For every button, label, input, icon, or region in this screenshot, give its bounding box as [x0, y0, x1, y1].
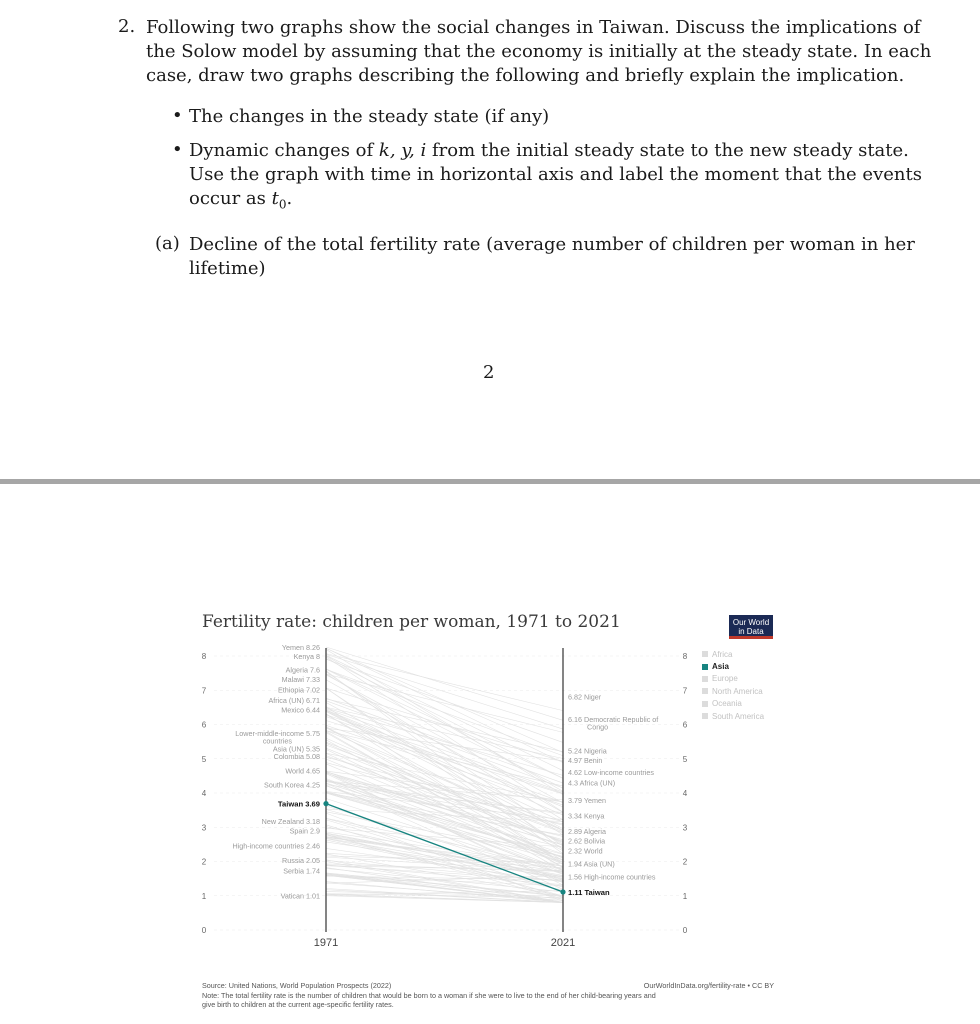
subquestion-label: (a)	[155, 233, 180, 254]
start-label-kenya: Kenya 8	[293, 652, 320, 661]
fertility-chart	[0, 484, 980, 1024]
y-tick-left-6: 6	[201, 720, 207, 730]
background-series-line	[326, 701, 563, 788]
y-tick-left-8: 8	[201, 652, 207, 661]
y-tick-left-5: 5	[201, 754, 207, 764]
bullet-dynamic-line-2: Use the graph with time in horizontal axis and label the moment that the events	[189, 164, 922, 185]
legend-item-europe[interactable]	[702, 673, 764, 685]
owid-logo: Our World in Data	[729, 615, 773, 639]
y-tick-right-6: 6	[682, 720, 688, 730]
start-label-new-zealand: New Zealand 3.18	[261, 817, 320, 827]
y-tick-left-2: 2	[201, 857, 207, 867]
start-label-mexico: Mexico 6.44	[281, 705, 320, 715]
legend-swatch	[702, 676, 708, 682]
start-label-asia-un-: Asia (UN) 5.35	[272, 744, 320, 754]
subquestion-a-line-1: Decline of the total fertility rate (average number of children per woman in her	[189, 234, 915, 255]
start-label-algeria: Algeria 7.6	[285, 665, 320, 675]
background-series-line	[326, 688, 563, 846]
end-label-algeria: 2.89 Algeria	[568, 827, 606, 837]
bullet-marker: •	[172, 139, 183, 160]
legend-label: South America	[712, 711, 765, 721]
bullet-steady-state: The changes in the steady state (if any)	[189, 106, 550, 127]
start-label-vatican: Vatican 1.01	[280, 891, 320, 901]
legend-swatch	[702, 701, 708, 707]
math-variables: k, y, i	[378, 140, 427, 161]
legend-item-africa[interactable]	[702, 648, 764, 660]
y-tick-right-5: 5	[682, 754, 688, 764]
start-label-spain: Spain 2.9	[289, 826, 320, 836]
start-label-world: World 4.65	[285, 766, 320, 776]
background-series-line	[326, 792, 563, 854]
y-tick-right-1: 1	[682, 891, 688, 901]
start-label-africa-un-: Africa (UN) 6.71	[268, 696, 320, 706]
source-text: Source: United Nations, World Population Prospects (2022)	[202, 981, 392, 990]
legend-swatch	[702, 664, 708, 670]
chart-footer	[202, 981, 774, 1010]
bullet-dynamic-line-1: Dynamic changes of k, y, i from the initial steady state to the new steady state.	[189, 140, 909, 161]
start-label-lower-middle-income-countries: Lower-middle-income 5.75	[235, 729, 320, 739]
legend-item-south-america[interactable]	[702, 710, 764, 722]
legend-item-oceania[interactable]	[702, 698, 764, 710]
start-label-taiwan: Taiwan 3.69	[277, 799, 320, 809]
chart-legend	[702, 648, 764, 722]
legend-swatch	[702, 651, 708, 657]
background-series-line	[326, 648, 563, 752]
credit-link[interactable]: OurWorldInData.org/fertility-rate • CC BY	[643, 981, 774, 990]
end-label-high-income-countries: 1.56 High-income countries	[568, 872, 656, 882]
legend-label: Oceania	[712, 699, 742, 709]
background-series-line	[326, 654, 563, 729]
legend-label: North America	[712, 686, 763, 696]
subquestion-a-line-2: lifetime)	[189, 258, 266, 279]
chart-title: Fertility rate: children per woman, 1971 to 2021	[202, 612, 621, 632]
y-tick-right-8: 8	[682, 652, 688, 661]
end-label-democratic-republic-of-congo: 6.16 Democratic Republic of	[568, 715, 659, 725]
background-series-line	[326, 721, 563, 794]
y-tick-left-7: 7	[201, 686, 207, 696]
y-tick-right-0: 0	[682, 926, 688, 935]
math-variable-t: t	[271, 188, 279, 209]
page-number: 2	[483, 362, 495, 383]
chart-canvas	[0, 484, 980, 1024]
background-series-line	[326, 647, 563, 720]
y-tick-right-2: 2	[682, 857, 688, 867]
background-series-line	[326, 699, 563, 752]
legend-label: Asia	[712, 662, 729, 672]
start-label-south-korea: South Korea 4.25	[264, 780, 320, 790]
start-label-high-income-countries: High-income countries 2.46	[232, 841, 320, 851]
x-label-1971: 1971	[313, 937, 339, 949]
note-line-1: Note: The total fertility rate is the number of children that would be born to a woman if she were to live to the end of her child-bearing years and	[202, 990, 656, 1000]
y-tick-left-0: 0	[201, 926, 207, 935]
end-label-africa-un-: 4.3 Africa (UN)	[568, 778, 616, 788]
question-intro-line-2: the Solow model by assuming that the economy is initially at the steady state. In each	[146, 41, 932, 62]
background-series-line	[326, 649, 563, 794]
y-tick-right-3: 3	[682, 823, 688, 833]
start-label-serbia: Serbia 1.74	[283, 866, 320, 876]
legend-item-north-america[interactable]	[702, 685, 764, 697]
bullet-dynamic-line-3: occur as $t_0$.	[189, 188, 293, 212]
y-tick-left-4: 4	[201, 789, 207, 798]
end-label-niger: 6.82 Niger	[568, 692, 602, 702]
y-tick-left-1: 1	[201, 891, 207, 901]
legend-swatch	[702, 688, 708, 694]
exam-question-section	[0, 0, 980, 480]
end-label-bolivia: 2.62 Bolivia	[568, 836, 606, 846]
question-intro-line-3: case, draw two graphs describing the following and briefly explain the implication.	[146, 65, 905, 86]
y-tick-left-3: 3	[201, 823, 207, 833]
end-label-yemen: 3.79 Yemen	[568, 796, 606, 806]
legend-label: Africa	[712, 649, 733, 659]
start-label-continuation: countries	[262, 736, 292, 746]
end-label-taiwan: 1.11 Taiwan	[568, 887, 610, 897]
end-label-continuation: Congo	[587, 722, 609, 732]
start-label-malawi: Malawi 7.33	[281, 674, 320, 684]
x-label-2021: 2021	[550, 937, 576, 949]
y-tick-right-4: 4	[682, 789, 688, 798]
end-label-world: 2.32 World	[568, 846, 603, 856]
background-series-line	[326, 786, 563, 857]
end-label-asia-un-: 1.94 Asia (UN)	[568, 859, 615, 869]
question-number: 2.	[118, 16, 136, 37]
end-label-benin: 4.97 Benin	[568, 755, 603, 765]
background-series-line	[326, 698, 563, 783]
end-label-low-income-countries: 4.62 Low-income countries	[568, 767, 654, 777]
start-label-russia: Russia 2.05	[282, 855, 320, 865]
legend-swatch	[702, 713, 708, 719]
point-taiwan-1971	[323, 801, 328, 806]
point-taiwan-2021	[560, 889, 565, 894]
end-label-nigeria: 5.24 Nigeria	[568, 746, 607, 756]
start-label-yemen: Yemen 8.26	[281, 643, 320, 653]
question-intro-line-1: Following two graphs show the social changes in Taiwan. Discuss the implications of	[146, 17, 921, 38]
legend-label: Europe	[712, 674, 738, 684]
start-label-colombia: Colombia 5.08	[273, 752, 320, 762]
legend-item-asia[interactable]	[702, 660, 764, 672]
y-tick-right-7: 7	[682, 686, 688, 696]
note-line-2: give birth to children at the current age-specific fertility rates.	[202, 1000, 394, 1009]
end-label-kenya: 3.34 Kenya	[568, 811, 605, 821]
start-label-ethiopia: Ethiopia 7.02	[278, 685, 320, 695]
bullet-marker: •	[172, 105, 183, 126]
